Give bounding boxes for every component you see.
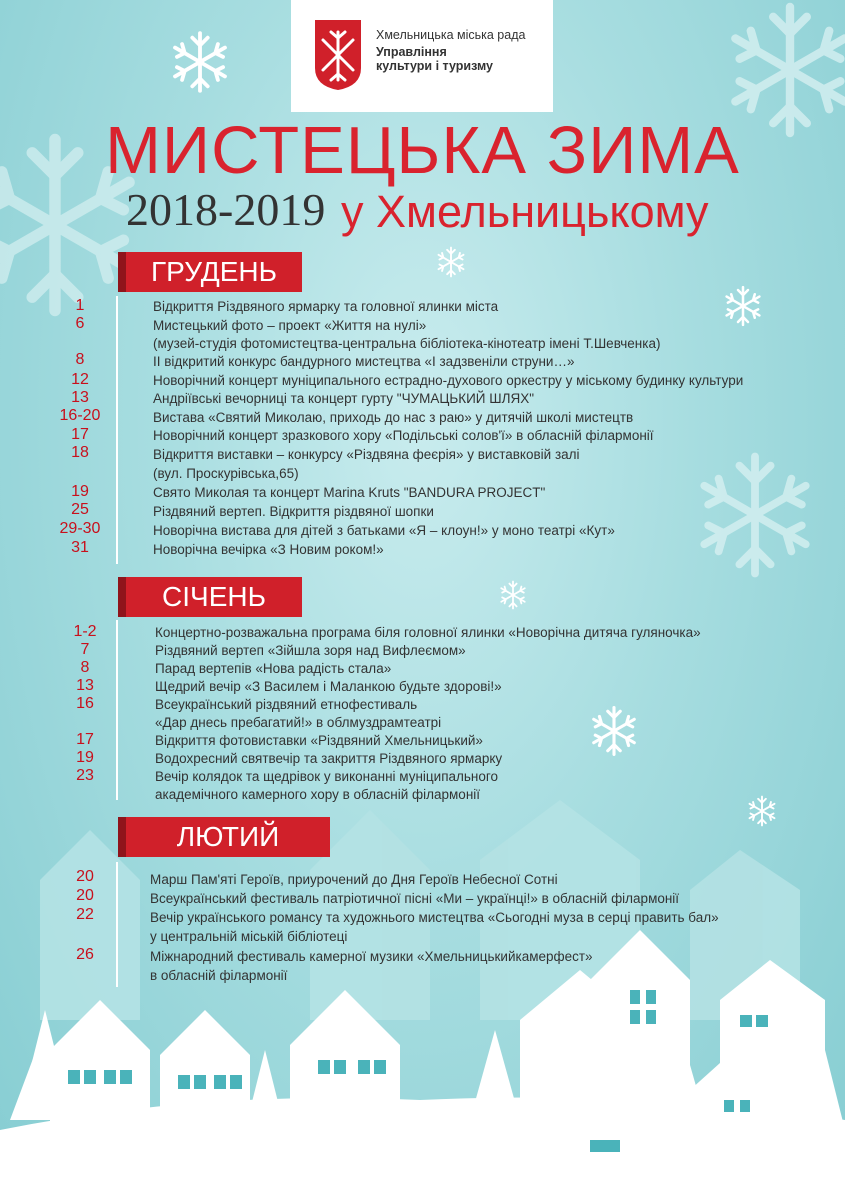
event-day: 18 bbox=[71, 444, 89, 461]
event-day: 17 bbox=[71, 426, 89, 443]
event-day: 31 bbox=[71, 539, 89, 556]
department-line-2: культури і туризму bbox=[376, 59, 494, 73]
event-day: 23 bbox=[76, 767, 94, 784]
event-day: 6 bbox=[75, 315, 85, 332]
event-text: Відкриття фотовиставки «Різдвяний Хмельницький» bbox=[155, 733, 483, 748]
event-text: Свято Миколая та концерт Marina Kruts "BANDURA PROJECT" bbox=[153, 485, 546, 500]
years-label: 2018-2019 bbox=[126, 184, 326, 235]
snowflake-icon bbox=[722, 285, 764, 327]
event-text: в обласній філармонії bbox=[150, 968, 288, 983]
event-text: Водохресний святвечір та закриття Різдвяного ярмарку bbox=[155, 751, 503, 766]
separator-line bbox=[116, 620, 118, 800]
event-text: (музей-студія фотомистецтва-центральна бібліотека-кінотеатр імені Т.Шевченка) bbox=[153, 336, 661, 351]
event-text: Андріївські вечорниці та концерт гурту "ЧУМАЦЬКИЙ ШЛЯХ" bbox=[153, 391, 535, 406]
event-text: Парад вертепів «Нова радість стала» bbox=[155, 661, 392, 676]
event-day: 19 bbox=[71, 483, 89, 500]
event-day: 16 bbox=[76, 695, 94, 712]
event-text: Вечір колядок та щедрівок у виконанні муніципального bbox=[155, 769, 499, 784]
event-text: Відкриття Різдвяного ярмарку та головної ялинки міста bbox=[153, 299, 499, 314]
winter-town-illustration bbox=[0, 800, 845, 1198]
event-day: 7 bbox=[80, 641, 90, 658]
poster-title: МИСТЕЦЬКА ЗИМА bbox=[105, 113, 740, 188]
event-text: Міжнародний фестиваль камерної музики «Хмельницькийкамерфест» bbox=[150, 949, 593, 964]
event-text: Марш Пам'яті Героїв, приурочений до Дня Героїв Небесної Сотні bbox=[150, 872, 558, 887]
event-text: Всеукраїнський фестиваль патріотичної пісні «Ми – українці!» в обласній філармонії bbox=[150, 891, 680, 906]
event-text: Вистава «Святий Миколаю, приходь до нас з раю» у дитячій школі мистецтв bbox=[153, 410, 634, 425]
month-banner-december: ГРУДЕНЬ bbox=[126, 252, 302, 292]
event-day: 20 bbox=[76, 868, 94, 885]
emblem-icon bbox=[313, 18, 363, 92]
department-name bbox=[376, 45, 493, 73]
event-day: 17 bbox=[76, 731, 94, 748]
event-text: Новорічна вечірка «З Новим роком!» bbox=[153, 542, 384, 557]
event-text: Мистецький фото – проект «Життя на нулі» bbox=[153, 318, 427, 333]
event-day: 20 bbox=[76, 887, 94, 904]
month-banner-february: ЛЮТИЙ bbox=[126, 817, 330, 857]
snowflake-icon bbox=[498, 580, 528, 610]
event-day: 13 bbox=[71, 389, 89, 406]
event-text: (вул. Проскурівська,65) bbox=[153, 466, 299, 481]
poster-subtitle: у Хмельницькому bbox=[341, 186, 709, 237]
separator-line bbox=[116, 296, 118, 564]
department-line-1: Управління bbox=[376, 45, 447, 59]
council-name: Хмельницька міська рада bbox=[376, 28, 526, 42]
event-text: Різдвяний вертеп. Відкриття різдвяної шопки bbox=[153, 504, 434, 519]
event-day: 25 bbox=[71, 501, 89, 518]
event-day: 8 bbox=[75, 351, 85, 368]
event-day: 1 bbox=[75, 297, 85, 314]
event-day: 13 bbox=[76, 677, 94, 694]
event-text: «Дар днесь пребагатий!» в облмуздрамтеатрі bbox=[155, 715, 442, 730]
snowflake-icon bbox=[168, 30, 232, 94]
event-text: у центральній міській бібліотеці bbox=[150, 929, 348, 944]
event-day: 29-30 bbox=[59, 520, 101, 537]
event-day: 19 bbox=[76, 749, 94, 766]
event-text: Вечір українського романсу та художнього мистецтва «Сьогодні муза в серці править бал» bbox=[150, 910, 719, 925]
snowflake-icon bbox=[588, 705, 640, 757]
event-text: Всеукраїнський різдвяний етнофестиваль bbox=[155, 697, 418, 712]
event-text: ІІ відкритий конкурс бандурного мистецтва «І задзвеніли струни…» bbox=[153, 354, 575, 369]
event-text: Відкриття виставки – конкурсу «Різдвяна феєрія» у виставковій залі bbox=[153, 447, 580, 462]
event-text: Новорічна вистава для дітей з батьками «Я – клоун!» у моно театрі «Кут» bbox=[153, 523, 615, 538]
month-banner-january: СІЧЕНЬ bbox=[126, 577, 302, 617]
event-day: 8 bbox=[80, 659, 90, 676]
event-text: академічного камерного хору в обласній філармонії bbox=[155, 787, 481, 802]
snowflake-icon bbox=[435, 246, 467, 278]
event-text: Концертно-розважальна програма біля головної ялинки «Новорічна дитяча гуляночка» bbox=[155, 625, 701, 640]
event-day: 12 bbox=[71, 371, 89, 388]
event-day: 16-20 bbox=[59, 407, 101, 424]
event-day: 22 bbox=[76, 906, 94, 923]
snowflake-icon bbox=[690, 450, 820, 580]
event-day: 26 bbox=[76, 946, 94, 963]
event-text: Новорічний концерт зразкового хору «Подільські солов'ї» в обласній філармонії bbox=[153, 428, 654, 443]
event-text: Щедрий вечір «З Василем і Маланкою будьте здорові!» bbox=[155, 679, 502, 694]
separator-line bbox=[116, 862, 118, 987]
event-text: Різдвяний вертеп «Зійшла зоря над Вифлеємом» bbox=[155, 643, 466, 658]
event-text: Новорічний концерт муніципального естрадно-духового оркестру у міському будинку культури bbox=[153, 373, 744, 388]
event-day: 1-2 bbox=[73, 623, 97, 640]
